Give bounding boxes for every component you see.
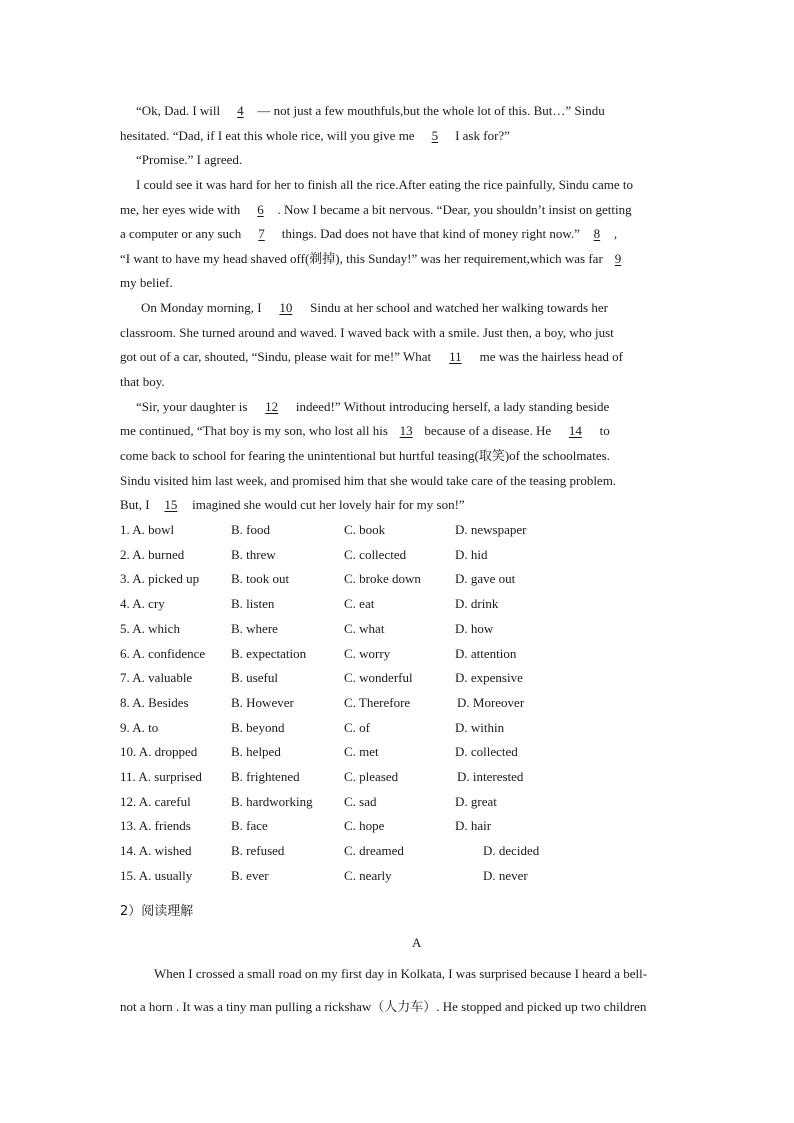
option-2-a: 2. A. burned [120, 546, 185, 562]
part-title: A [412, 935, 422, 950]
option-6-c: C. worry [344, 645, 391, 661]
blank-6: 6 [257, 202, 264, 217]
option-8-d: D. Moreover [457, 694, 525, 710]
blank-11: 11 [449, 349, 462, 364]
passage-line: my belief. [120, 275, 173, 290]
passage-line: me, her eyes wide with 6 . Now I became a bit nervous. “Dear, you shouldn’t insist on getting [120, 202, 632, 217]
option-12-a: 12. A. careful [120, 793, 191, 809]
option-9-a: 9. A. to [120, 719, 159, 735]
option-5-c: C. what [344, 620, 385, 636]
option-4-b: B. listen [231, 596, 275, 612]
option-10-c: C. met [344, 744, 379, 760]
option-1-c: C. book [344, 522, 386, 537]
option-9-c: C. of [344, 719, 370, 735]
option-7-a: 7. A. valuable [120, 670, 193, 686]
option-11-d: D. interested [457, 769, 524, 784]
option-10-d: D. collected [455, 744, 518, 760]
option-2-d: D. hid [455, 546, 488, 562]
blank-13: 13 [399, 423, 413, 438]
option-1-a: 1. A. bowl [120, 522, 175, 537]
option-12-c: C. sad [344, 793, 377, 809]
passage-line: “Promise.” I agreed. [136, 152, 243, 167]
blank-14: 14 [568, 423, 582, 438]
option-13-c: C. hope [344, 818, 385, 834]
option-5-b: B. where [231, 620, 278, 636]
option-14-c: C. dreamed [344, 843, 404, 859]
option-5-d: D. how [455, 620, 494, 636]
option-6-d: D. attention [455, 645, 517, 661]
blank-12: 12 [265, 399, 279, 414]
option-9-d: D. within [455, 719, 505, 735]
option-6-b: B. expectation [231, 645, 307, 661]
option-9-b: B. beyond [231, 719, 285, 735]
option-8-a: 8. A. Besides [120, 694, 189, 710]
option-1-b: B. food [231, 522, 270, 537]
blank-5: 5 [431, 128, 439, 143]
option-6-a: 6. A. confidence [120, 645, 206, 661]
option-15-d: D. never [483, 867, 528, 883]
option-15-a: 15. A. usually [120, 867, 193, 883]
blank-10: 10 [279, 300, 293, 315]
option-3-a: 3. A. picked up [120, 571, 200, 587]
blank-15: 15 [164, 497, 178, 512]
passage-line: Sindu visited him last week, and promised him that she would take care of the teasing problem. [120, 473, 617, 488]
blank-4: 4 [237, 103, 244, 118]
passage-line: classroom. She turned around and waved. I waved back with a smile. Just then, a boy, who just [120, 325, 614, 340]
option-4-a: 4. A. cry [120, 596, 165, 612]
option-2-b: B. threw [231, 546, 276, 562]
option-11-c: C. pleased [344, 769, 399, 784]
option-4-d: D. drink [455, 596, 499, 612]
option-4-c: C. eat [344, 596, 375, 612]
option-15-b: B. ever [231, 867, 269, 883]
option-7-d: D. expensive [455, 670, 523, 686]
passage-line: But, I 15 imagined she would cut her lovely hair for my son!” [120, 497, 465, 512]
option-1-d: D. newspaper [455, 522, 527, 537]
option-14-d: D. decided [483, 843, 540, 859]
option-8-b: B. However [231, 694, 294, 710]
option-8-c: C. Therefore [344, 694, 411, 710]
option-12-b: B. hardworking [231, 793, 313, 809]
passage-line: On Monday morning, I 10 Sindu at her school and watched her walking towards her [141, 300, 608, 315]
passage-line: that boy. [120, 374, 165, 389]
reading-line: When I crossed a small road on my first day in Kolkata, I was surprised because I heard a bell- [154, 966, 648, 981]
option-3-d: D. gave out [455, 571, 516, 587]
passage-line: “Ok, Dad. I will 4 — not just a few mouthfuls,but the whole lot of this. But…” Sindu [136, 103, 605, 118]
blank-8: 8 [593, 226, 601, 241]
option-12-d: D. great [455, 793, 497, 809]
passage-line: I could see it was hard for her to finish all the rice.After eating the rice painfully, Sindu came to [136, 177, 633, 192]
passage-line: come back to school for fearing the unintentional but hurtful teasing(取笑)of the schoolmates. [120, 448, 610, 463]
blank-7: 7 [258, 226, 265, 241]
passage-line: got out of a car, shouted, “Sindu, please wait for me!” What 11 me was the hairless head of [120, 349, 623, 364]
option-14-b: B. refused [231, 843, 285, 859]
section-heading: 2）阅读理解 [120, 904, 194, 919]
option-3-b: B. took out [231, 571, 290, 587]
option-13-b: B. face [231, 818, 268, 834]
option-14-a: 14. A. wished [120, 843, 192, 859]
option-2-c: C. collected [344, 546, 407, 562]
reading-line: not a horn . It was a tiny man pulling a rickshaw（人力车）. He stopped and picked up two children [120, 999, 647, 1014]
option-11-b: B. frightened [231, 769, 300, 784]
option-13-a: 13. A. friends [120, 818, 191, 834]
option-7-b: B. useful [231, 670, 278, 686]
passage-line: hesitated. “Dad, if I eat this whole rice, will you give me 5 I ask for?” [120, 128, 510, 143]
option-10-b: B. helped [231, 744, 281, 760]
option-10-a: 10. A. dropped [120, 744, 198, 760]
passage-line: “Sir, your daughter is 12 indeed!” Without introducing herself, a lady standing beside [136, 399, 610, 414]
passage-line: “I want to have my head shaved off(剃掉), this Sunday!” was her requirement,which was far 9 [120, 250, 630, 268]
option-13-d: D. hair [455, 818, 492, 834]
option-3-c: C. broke down [344, 571, 421, 587]
option-15-c: C. nearly [344, 867, 392, 883]
blank-9: 9 [614, 251, 622, 266]
passage-line: me continued, “That boy is my son, who lost all his 13 because of a disease. He 14 to [120, 423, 610, 438]
option-7-c: C. wonderful [344, 670, 413, 686]
option-5-a: 5. A. which [120, 620, 180, 636]
option-11-a: 11. A. surprised [120, 769, 202, 784]
passage-line: a computer or any such 7 things. Dad does not have that kind of money right now.” 8 , [120, 226, 618, 241]
